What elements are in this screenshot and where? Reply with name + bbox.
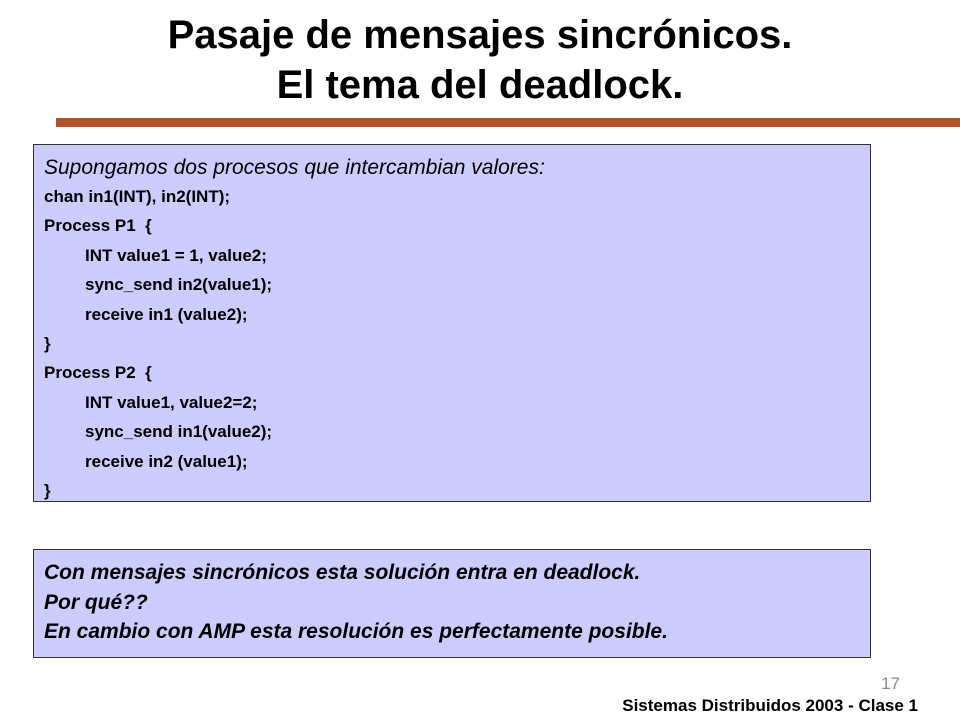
code-line-p2-send: sync_send in1(value2);	[85, 422, 273, 442]
title-underline-bar	[56, 118, 960, 127]
code-line-p2-declaration: INT value1, value2=2;	[85, 392, 258, 412]
conclusion-line-amp: En cambio con AMP esta resolución es perfectamente posible.	[44, 620, 668, 643]
course-footer: Sistemas Distribuidos 2003 - Clase 1	[622, 696, 918, 715]
code-line-process-p1-header: Process P1 {	[44, 216, 152, 236]
slide-title-line-1: Pasaje de mensajes sincrónicos.	[167, 13, 793, 57]
conclusion-line-question: Por qué??	[44, 590, 148, 614]
code-line-p1-receive: receive in1 (value2);	[85, 304, 248, 324]
conclusion-line-deadlock: Con mensajes sincrónicos esta solución entra en deadlock.	[44, 561, 641, 584]
code-line-p2-close: }	[44, 481, 51, 501]
page-number: 17	[881, 674, 900, 693]
code-line-p2-receive: receive in2 (value1);	[85, 451, 248, 471]
code-line-process-p2-header: Process P2 {	[44, 363, 152, 383]
slide-title	[0, 10, 960, 110]
code-line-channels: chan in1(INT), in2(INT);	[44, 187, 231, 206]
slide-title-line-2: El tema del deadlock.	[276, 63, 684, 107]
code-line-p1-declaration: INT value1 = 1, value2;	[85, 245, 267, 265]
code-line-p1-send: sync_send in2(value1);	[85, 275, 273, 295]
code-intro-text: Supongamos dos procesos que intercambian valores:	[44, 156, 545, 179]
conclusion-box	[33, 549, 871, 658]
code-line-p1-close: }	[44, 334, 51, 354]
code-example-box	[33, 144, 871, 502]
